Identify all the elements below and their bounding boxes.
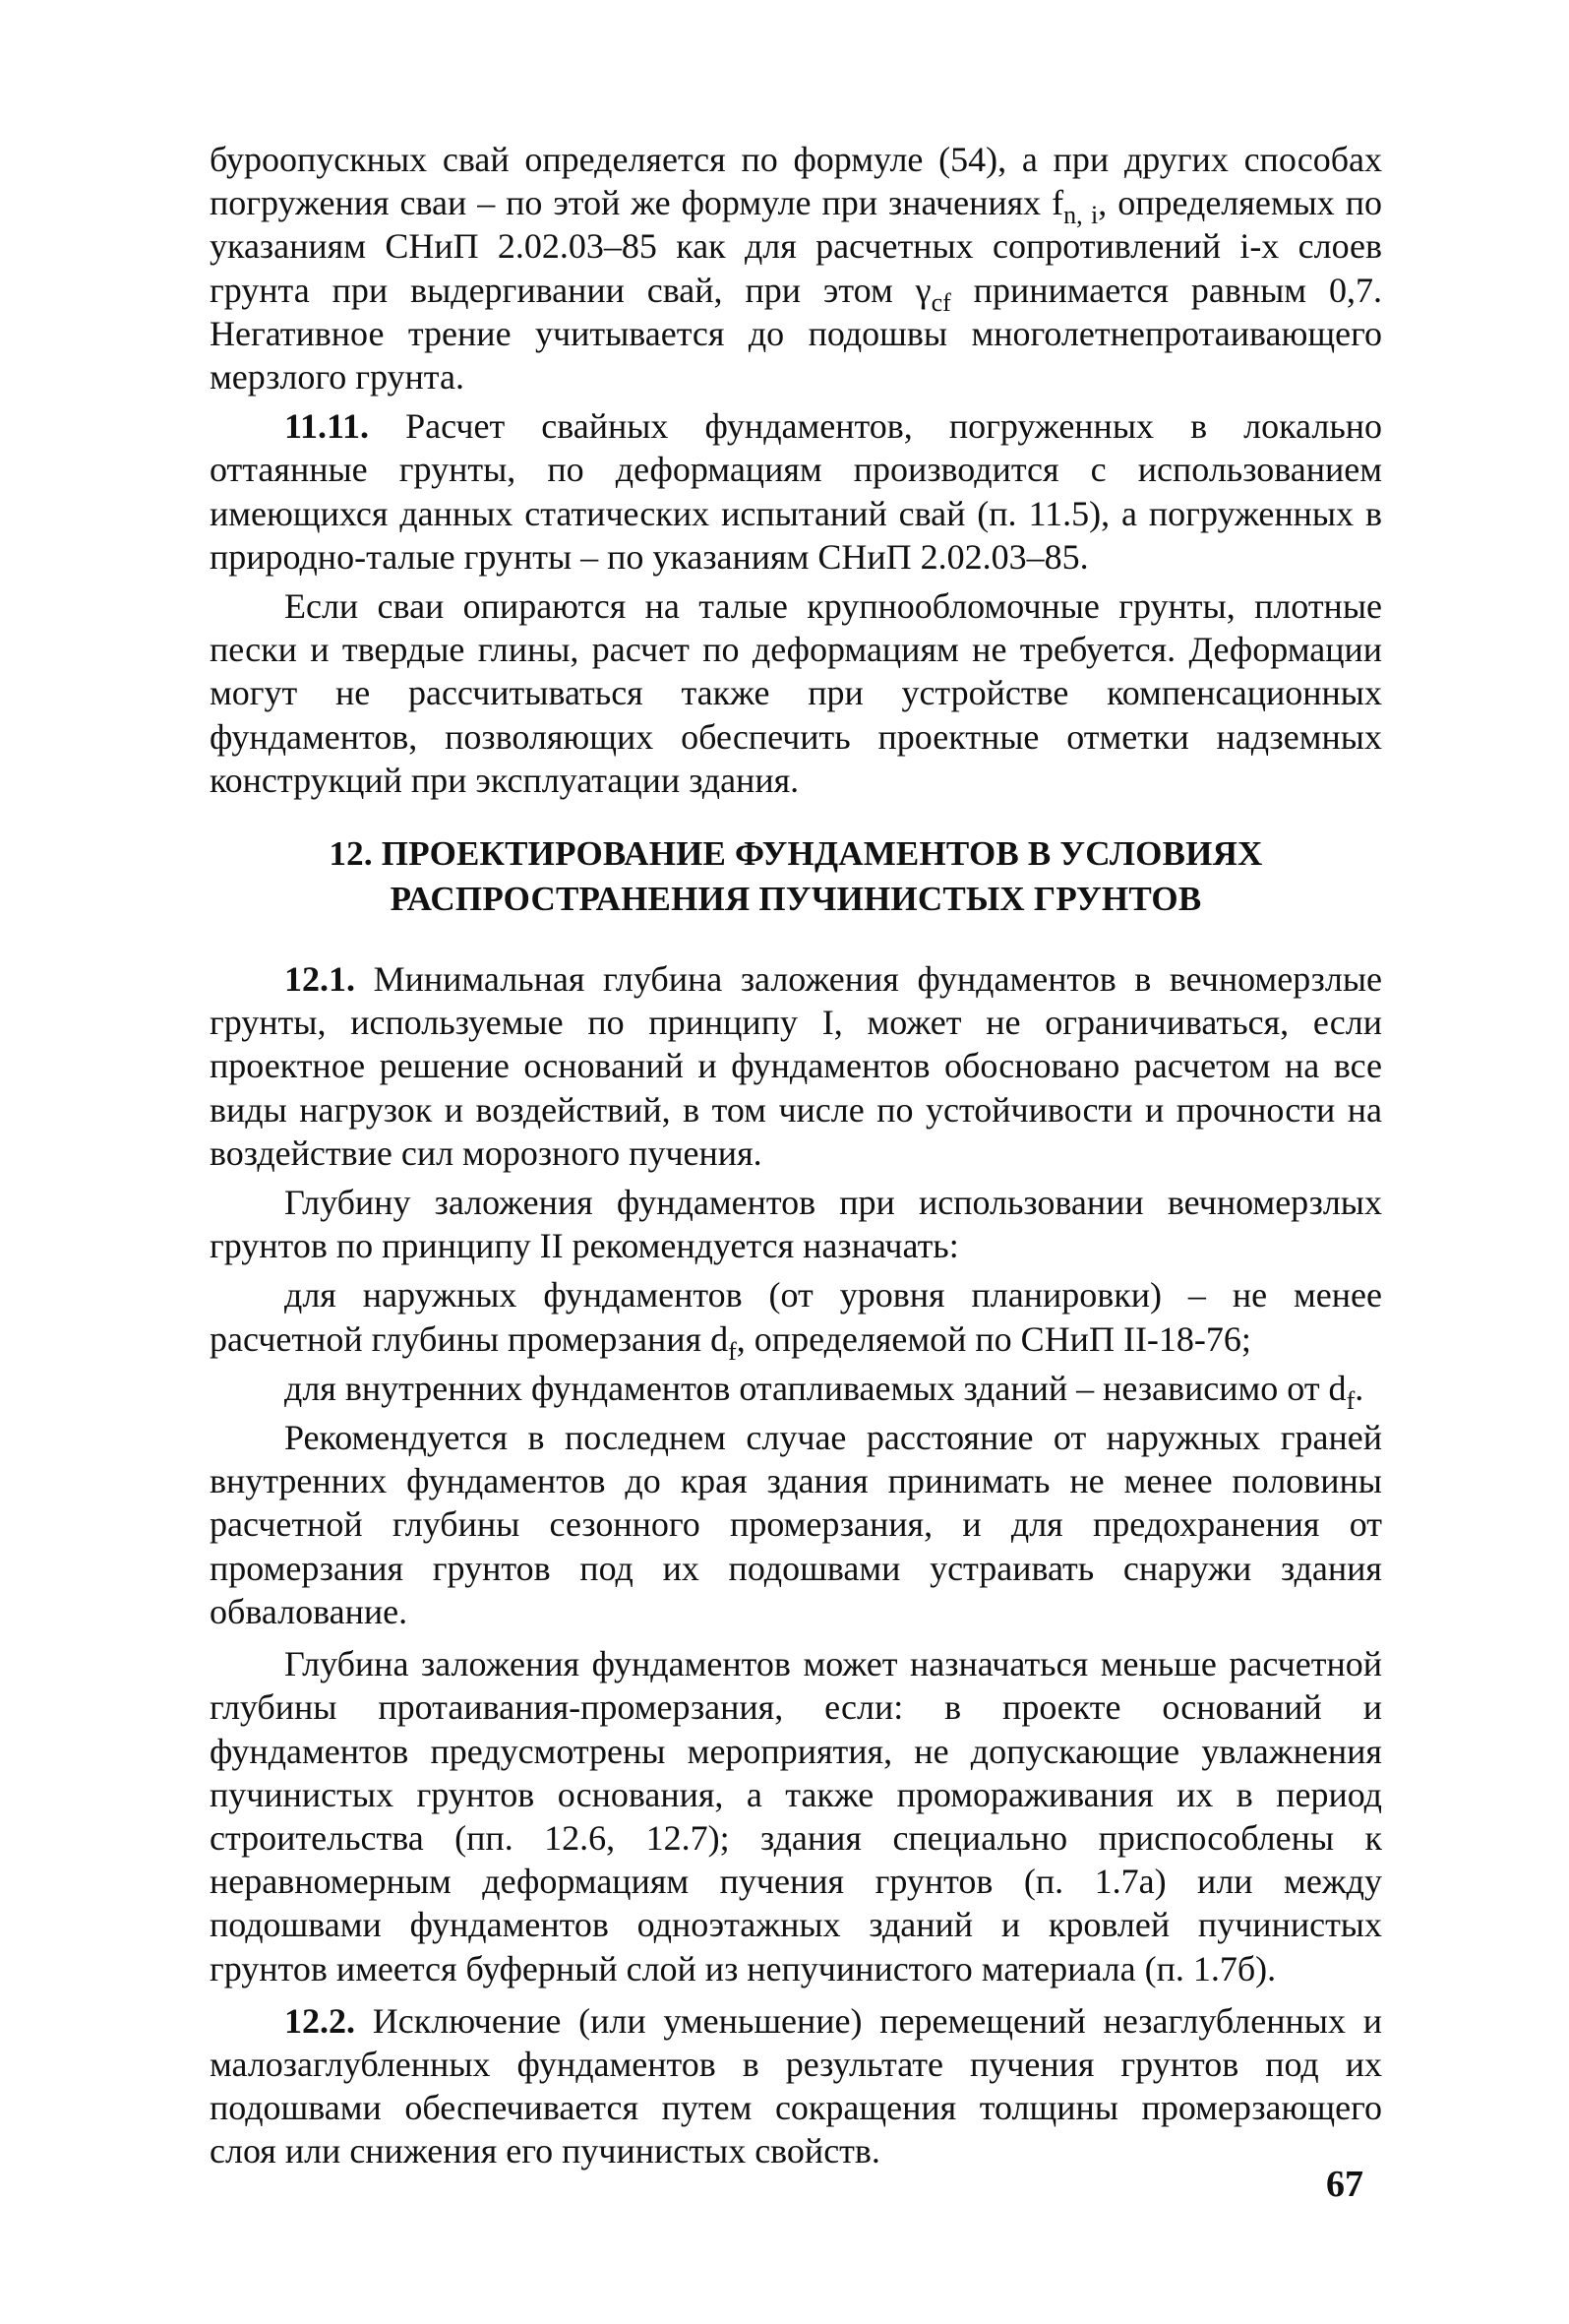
paragraph-12-1 bbox=[210, 957, 1382, 1175]
paragraph-reduced-depth bbox=[210, 1642, 1382, 1990]
paragraph-recommendation bbox=[210, 1416, 1382, 1633]
text-run: для внутренних фундаментов отапливаемых зданий – независимо от d bbox=[284, 1368, 1347, 1408]
text-run: принимается равным 0,7. Негативное трение учитывается до подошвы многолетнепротаивающего мерзлого грунта. bbox=[210, 270, 1382, 398]
text-run: Рекомендуется в последнем случае расстояние от наружных граней внутренних фундаментов до края здания принимать не менее половины расчетной глубины сезонного промерзания, и для предохранения от промерзания грунтов под их подошвами устраивать снаружи здания обвалование. bbox=[210, 1418, 1382, 1631]
paragraph-deformation bbox=[210, 584, 1382, 802]
text-run: Минимальная глубина заложения фундаментов в вечномерзлые грунты, используемые по принципу I, может не ограничиваться, если проектное решение оснований и фундаментов обосновано расчетом на все виды нагрузок и воздействий, в том числе по устойчивости и прочности на воздействие сил морозного пучения. bbox=[210, 959, 1382, 1173]
paragraph-11-11 bbox=[210, 404, 1382, 579]
text-run: Глубину заложения фундаментов при использовании вечномерзлых грунтов по принципу II рекомендуется назначать: bbox=[210, 1183, 1382, 1266]
text-run: Если сваи опираются на талые крупнообломочные грунты, плотные пески и твердые глины, расчет по деформациям не требуется. Деформации могут не рассчитываться также при устройстве компенсационных фундаментов, позволяющих обеспечить проектные отметки надземных конструкций при эксплуатации здания. bbox=[210, 586, 1382, 800]
text-run: Глубина заложения фундаментов может назначаться меньше расчетной глубины протаивания-промерзания, если: в проекте оснований и фундаментов предусмотрены мероприятия, не допускающие увлажнения пучинистых грунтов основания, а также промораживания их в период строительства (пп. 12.6, 12.7); здания специально приспособлены к неравномерным деформациям пучения грунтов (п. 1.7а) или между подошвами фундаментов одноэтажных зданий и кровлей пучинистых грунтов имеется буферный слой из непучинистого материала (п. 1.7б). bbox=[210, 1644, 1382, 1988]
subscript: f bbox=[728, 1336, 737, 1366]
text-run: буроопускных свай определяется по формуле (54), а при других способах погружения сваи – по этой же формуле при значениях f bbox=[210, 140, 1382, 223]
text-run: . bbox=[1355, 1368, 1364, 1408]
page-number: 67 bbox=[1326, 2164, 1363, 2205]
clause-number: 12.2. bbox=[284, 2000, 355, 2041]
paragraph-pile-friction bbox=[210, 138, 1382, 398]
paragraph-internal-foundations bbox=[210, 1367, 1382, 1415]
text-run: Исключение (или уменьшение) перемещений незаглубленных и малозаглубленных фундаментов в результате пучения грунтов под их подошвами обеспечивается путем сокращения толщины промерзающего слоя или снижения его пучинистых свойств. bbox=[210, 2000, 1382, 2171]
text-run: для наружных фундаментов (от уровня планировки) – не менее расчетной глубины промерзания d bbox=[210, 1275, 1382, 1359]
document-page bbox=[210, 138, 1382, 2173]
clause-number: 11.11. bbox=[284, 406, 370, 447]
subscript: f bbox=[1346, 1385, 1356, 1415]
subscript: cf bbox=[931, 287, 951, 317]
text-run: , определяемых по указаниям СНиП 2.02.03–85 как для расчетных сопротивлений i-х слоев грунта при выдергивании свай, при этом γ bbox=[210, 183, 1382, 310]
clause-number: 12.1. bbox=[284, 959, 355, 1000]
paragraph-depth-principle-2 bbox=[210, 1181, 1382, 1267]
subscript: n, i bbox=[1063, 201, 1099, 230]
heading-line-2: РАСПРОСТРАНЕНИЯ ПУЧИНИСТЫХ ГРУНТОВ bbox=[390, 880, 1202, 919]
heading-line-1: 12. ПРОЕКТИРОВАНИЕ ФУНДАМЕНТОВ В УСЛОВИЯХ bbox=[329, 834, 1263, 874]
text-run: , определяемой по СНиП II-18-76; bbox=[736, 1318, 1251, 1359]
paragraph-12-2 bbox=[210, 1999, 1382, 2173]
text-run: Расчет свайных фундаментов, погруженных в локально оттаянные грунты, по деформациям производится с использованием имеющихся данных статических испытаний свай (п. 11.5), а погруженных в природно-талые грунты – по указаниям СНиП 2.02.03–85. bbox=[210, 406, 1382, 577]
paragraph-external-foundations bbox=[210, 1273, 1382, 1366]
section-heading bbox=[210, 831, 1382, 922]
